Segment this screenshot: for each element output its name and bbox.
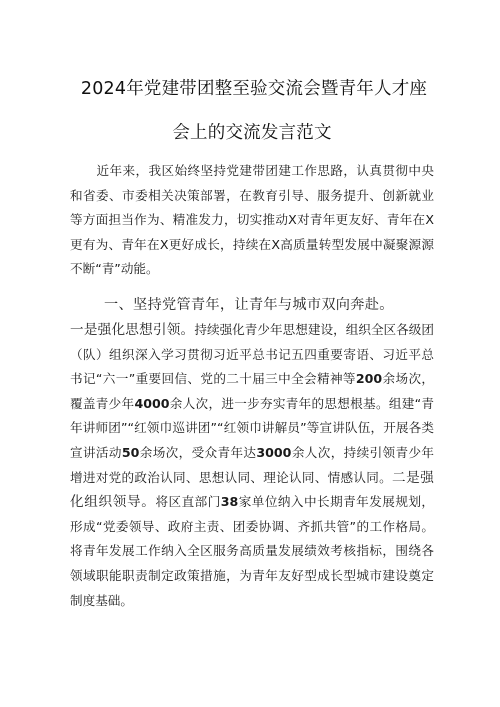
section-1-heading: 一、坚持党管青年，让青年与城市双向奔赴。	[104, 296, 394, 313]
section-1-paragraph	[70, 292, 434, 613]
subsection-1-number-2: 4000	[134, 395, 170, 411]
subsection-1-number-4: 3000	[256, 444, 292, 460]
subsection-1-label: 一是强化思想引领。	[70, 321, 195, 338]
title-line-2: 会上的交流发言范文	[172, 123, 332, 143]
subsection-2-label: 二是强化组织领导。	[70, 469, 435, 511]
subsection-1-number-1: 200	[355, 371, 383, 387]
subsection-2-text-a: 将区直部门	[155, 494, 221, 510]
subsection-2-number-1: 38	[220, 494, 239, 510]
subsection-1-text-c: 余人次，进一步夯实青年的思想根基。组建“青年讲师团”“红领巾巡讲团”“红领巾讲解员”等宣讲队伍，开展各类宣讲活动	[70, 395, 435, 460]
subsection-1-text-b: 余场次，覆盖青少年	[70, 371, 434, 411]
title-line-1: 2024年党建带团整至验交流会暨青年人才座	[80, 79, 428, 99]
subsection-2-text-b: 家单位纳入中长期青年发展规划，形成“党委领导、政府主责、团委协调、齐抓共管”的工作格局。将青年发展工作纳入全区服务高质量发展绩效考核指标，围绕各领域职能职责制定政策措施，为青年友好型成长型城市建设奠定制度基础。	[70, 494, 435, 608]
subsection-1-number-3: 50	[121, 444, 140, 460]
intro-paragraph: 近年来，我区始终坚持党建带团建工作思路，认真贯彻中央和省委、市委相关决策部署，在教育引导、服务提升、创新就业等方面担当作为、精准发力，切实推动X对青年更友好、青年在X更有为、青年在X更好成长，持续在X高质量转型发展中凝聚源源不断“青”动能。	[70, 163, 434, 277]
subsection-1-text-d: 余场次，受众青年达	[139, 444, 257, 460]
subsection-1-text-e: 余人次，持续引领青少年增进对党的政治认同、思想认同、理论认同、情感认同。	[70, 444, 435, 485]
document-title	[70, 76, 434, 146]
subsection-1-text-a: 持续强化青少年思想建设，组织全区各级团（队）组织深入学习贯彻习近平总书记五四重要寄语、习近平总书记“六一”重要回信、党的二十届三中全会精神等	[70, 321, 435, 387]
